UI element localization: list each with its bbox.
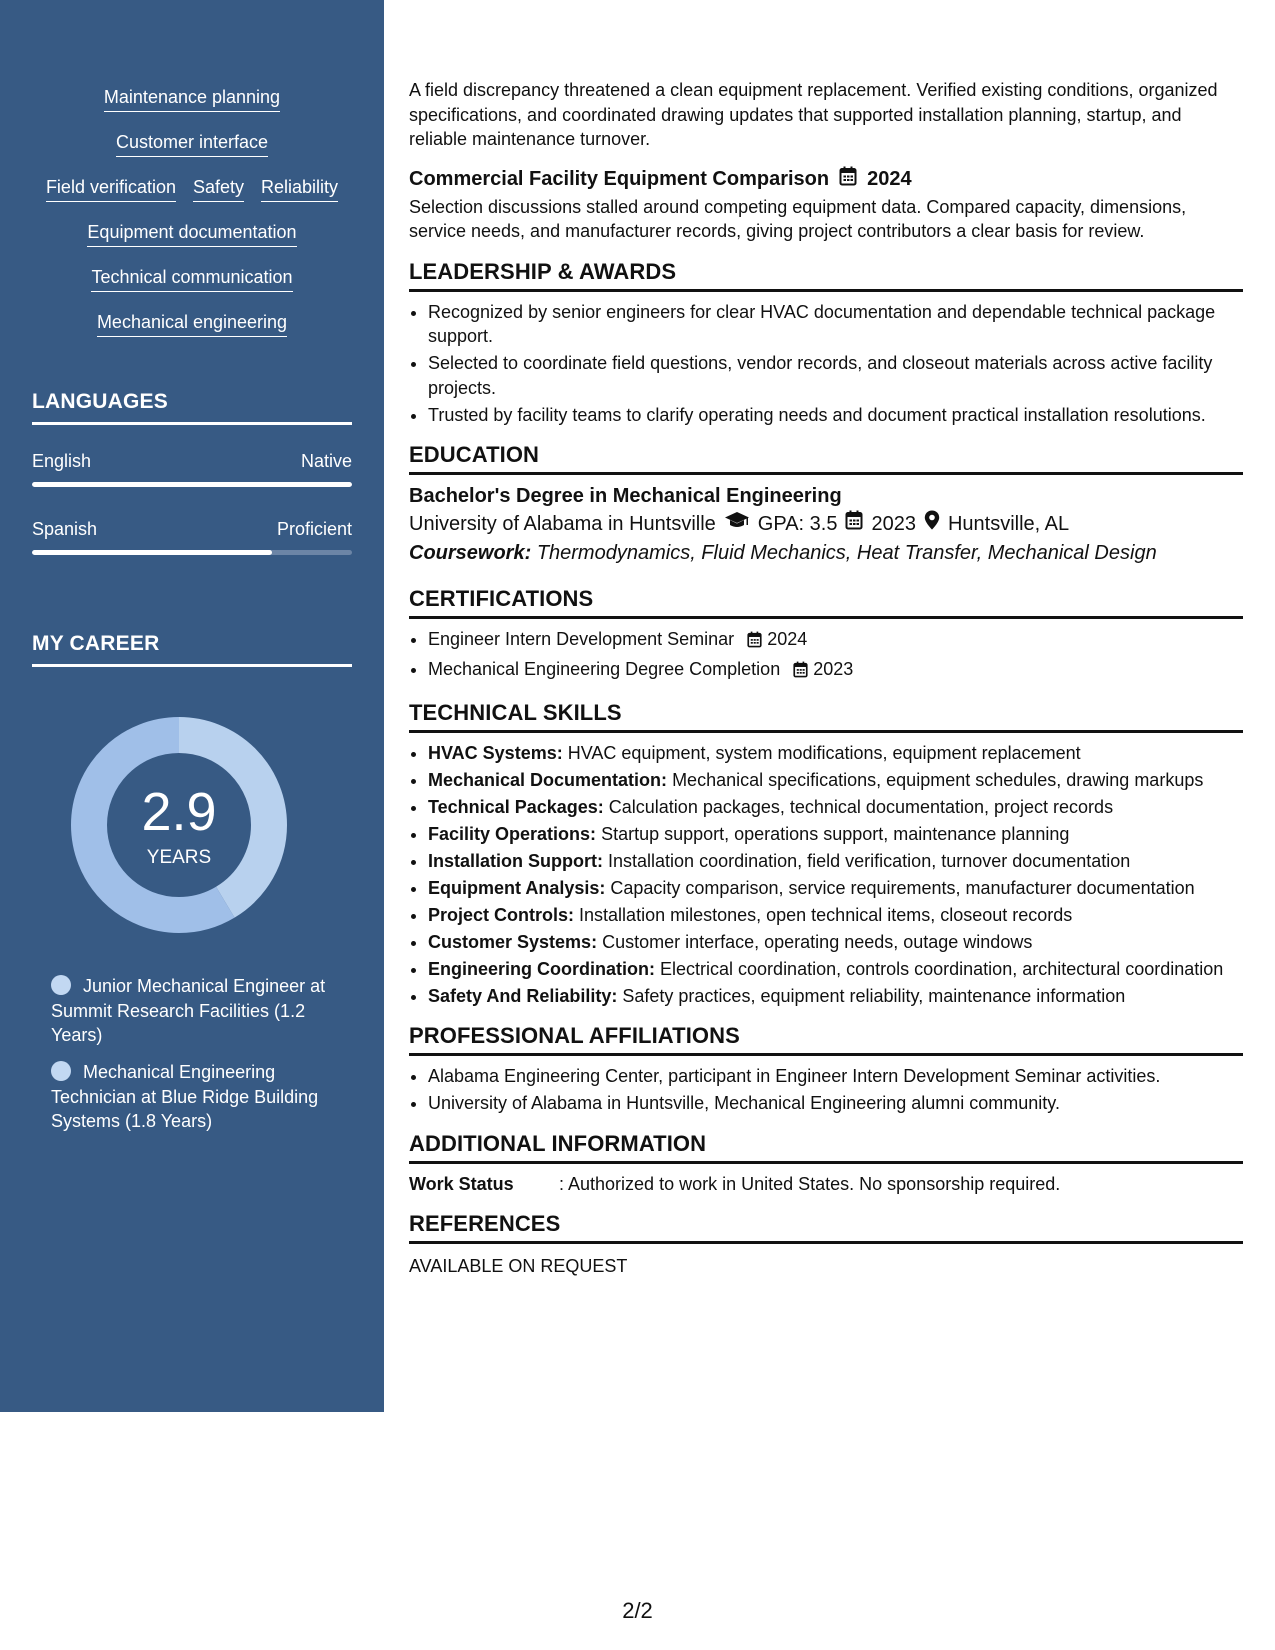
- main-content: [409, 78, 1243, 1278]
- skills-row: [32, 86, 352, 131]
- school-name: University of Alabama in Huntsville: [409, 513, 716, 535]
- languages-heading: LANGUAGES: [32, 390, 352, 425]
- list-item: • Alabama Engineering Center, participant in Engineer Intern Development Seminar activities.: [428, 1064, 1243, 1089]
- graduation-year: 2023: [871, 513, 916, 535]
- skill-label: Installation Support:: [428, 850, 603, 871]
- coursework: [409, 539, 1243, 567]
- skill-label: Mechanical Documentation:: [428, 769, 668, 790]
- language-name: Spanish: [32, 519, 98, 539]
- skill-text: Safety practices, equipment reliability, maintenance information: [622, 985, 1126, 1006]
- certification-name: Engineer Intern Development Seminar: [428, 629, 735, 649]
- skill-text: Calculation packages, technical documentation, project records: [608, 796, 1114, 817]
- page-number: 2/2: [622, 1598, 653, 1623]
- career-item-text: Mechanical Engineering Technician at Blue Ridge Building Systems (1.8 Years): [51, 1062, 319, 1131]
- skill-label: Project Controls:: [428, 904, 575, 925]
- career-item: [51, 974, 336, 1048]
- career-dot-icon: [51, 975, 71, 995]
- calendar-icon: [793, 660, 808, 685]
- skills-row: [32, 266, 352, 311]
- affiliations-heading: PROFESSIONAL AFFILIATIONS: [409, 1022, 1243, 1056]
- skill-tag: Maintenance planning: [104, 86, 280, 112]
- list-item: [428, 876, 1243, 901]
- language-bar: [32, 482, 352, 487]
- references-heading: REFERENCES: [409, 1210, 1243, 1244]
- career-item-text: Junior Mechanical Engineer at Summit Research Facilities (1.2 Years): [51, 976, 326, 1045]
- language-bar-fill: [32, 550, 272, 555]
- skill-tag: Equipment documentation: [87, 221, 296, 247]
- skills-list: [32, 86, 352, 356]
- map-pin-icon: [924, 509, 940, 539]
- skill-tag: Technical communication: [91, 266, 292, 292]
- calendar-icon: [747, 630, 762, 655]
- skill-text: Installation milestones, open technical items, closeout records: [579, 904, 1073, 925]
- project-description: A field discrepancy threatened a clean equipment replacement. Verified existing conditions, organized specifications, and coordinated drawing updates that supported installation planning, startup, and reliable maintenance turnover.: [409, 80, 1218, 149]
- skill-tag: Reliability: [261, 176, 338, 202]
- project-title: Commercial Facility Equipment Comparison: [409, 168, 830, 190]
- degree-title: Bachelor's Degree in Mechanical Engineering: [409, 485, 842, 507]
- list-item: • University of Alabama in Huntsville, Mechanical Engineering alumni community.: [428, 1091, 1243, 1116]
- skill-tag: Customer interface: [116, 131, 268, 157]
- additional-info-heading: ADDITIONAL INFORMATION: [409, 1130, 1243, 1164]
- skill-text: Startup support, operations support, maintenance planning: [601, 823, 1070, 844]
- skill-tag: Safety: [193, 176, 244, 202]
- skill-label: Equipment Analysis:: [428, 877, 606, 898]
- skill-label: Safety And Reliability:: [428, 985, 618, 1006]
- skill-label: Technical Packages:: [428, 796, 604, 817]
- calendar-icon: [845, 509, 863, 539]
- affiliations-list: [409, 1064, 1243, 1116]
- skill-label: Facility Operations:: [428, 823, 597, 844]
- career-years-unit: YEARS: [146, 847, 212, 868]
- skill-tag: Mechanical engineering: [97, 311, 287, 337]
- career-donut-chart: [66, 712, 292, 938]
- list-item: [428, 849, 1243, 874]
- skill-tag: Field verification: [46, 176, 176, 202]
- certification-year: 2024: [767, 629, 808, 649]
- work-status-label: Work Status: [409, 1173, 514, 1194]
- references-text: AVAILABLE ON REQUEST: [409, 1255, 628, 1276]
- list-item: [428, 657, 1243, 685]
- language-level: Proficient: [276, 519, 352, 539]
- skill-text: HVAC equipment, system modifications, equipment replacement: [567, 742, 1081, 763]
- list-item: • Trusted by facility teams to clarify operating needs and document practical installation resolutions.: [428, 403, 1243, 428]
- career-heading: MY CAREER: [32, 632, 352, 667]
- leadership-list: [409, 300, 1243, 428]
- skills-row: [32, 311, 352, 356]
- list-item: [428, 903, 1243, 928]
- language-bar-fill: [32, 482, 352, 487]
- sidebar: [0, 0, 384, 1412]
- language-english: [32, 450, 352, 487]
- career-dot-icon: [51, 1061, 71, 1081]
- certifications-heading: CERTIFICATIONS: [409, 585, 1243, 619]
- list-item: [428, 822, 1243, 847]
- skill-text: Customer interface, operating needs, outage windows: [602, 931, 1033, 952]
- gpa: GPA: 3.5: [757, 513, 838, 535]
- technical-skills-list: [409, 741, 1243, 1009]
- skill-label: Customer Systems:: [428, 931, 598, 952]
- list-item: • Selected to coordinate field questions, vendor records, and closeout materials across active facility projects.: [428, 351, 1243, 400]
- graduation-cap-icon: [724, 509, 750, 539]
- education-details: [409, 509, 1243, 539]
- list-item: [428, 930, 1243, 955]
- school-location: Huntsville, AL: [947, 513, 1070, 535]
- certifications-list: [409, 627, 1243, 685]
- skills-row: [32, 131, 352, 176]
- language-level: Native: [300, 451, 352, 471]
- coursework-label: Coursework:: [409, 542, 532, 564]
- list-item: [428, 741, 1243, 766]
- list-item: • Recognized by senior engineers for clear HVAC documentation and dependable technical package support.: [428, 300, 1243, 349]
- skill-label: HVAC Systems:: [428, 742, 563, 763]
- technical-skills-heading: TECHNICAL SKILLS: [409, 699, 1243, 733]
- list-item: [428, 627, 1243, 655]
- skill-text: Electrical coordination, controls coordination, architectural coordination: [660, 958, 1224, 979]
- work-status-value: : Authorized to work in United States. No sponsorship required.: [559, 1173, 1061, 1194]
- certification-name: Mechanical Engineering Degree Completion: [428, 659, 781, 679]
- skills-row: [32, 221, 352, 266]
- project-description: Selection discussions stalled around competing equipment data. Compared capacity, dimensions, service needs, and manufacturer records, giving project contributors a clear basis for review.: [409, 196, 1187, 241]
- work-status-row: [409, 1172, 1243, 1196]
- certification-year: 2023: [813, 659, 854, 679]
- career-years-value: 2.9: [141, 782, 217, 842]
- project-title-row: [409, 166, 1243, 193]
- education-heading: EDUCATION: [409, 441, 1243, 475]
- skill-text: Mechanical specifications, equipment schedules, drawing markups: [672, 769, 1204, 790]
- skill-label: Engineering Coordination:: [428, 958, 655, 979]
- skill-text: Capacity comparison, service requirements, manufacturer documentation: [610, 877, 1195, 898]
- skill-text: Installation coordination, field verification, turnover documentation: [608, 850, 1131, 871]
- list-item: [428, 957, 1243, 982]
- language-spanish: [32, 518, 352, 555]
- language-name: English: [32, 451, 92, 471]
- language-bar: [32, 550, 352, 555]
- coursework-list: Thermodynamics, Fluid Mechanics, Heat Transfer, Mechanical Design: [536, 542, 1157, 564]
- calendar-icon: [839, 166, 857, 193]
- career-item: [51, 1060, 336, 1134]
- project-year: 2024: [867, 168, 912, 190]
- skills-row: [32, 176, 352, 221]
- list-item: [428, 768, 1243, 793]
- list-item: [428, 984, 1243, 1009]
- list-item: [428, 795, 1243, 820]
- leadership-heading: LEADERSHIP & AWARDS: [409, 258, 1243, 292]
